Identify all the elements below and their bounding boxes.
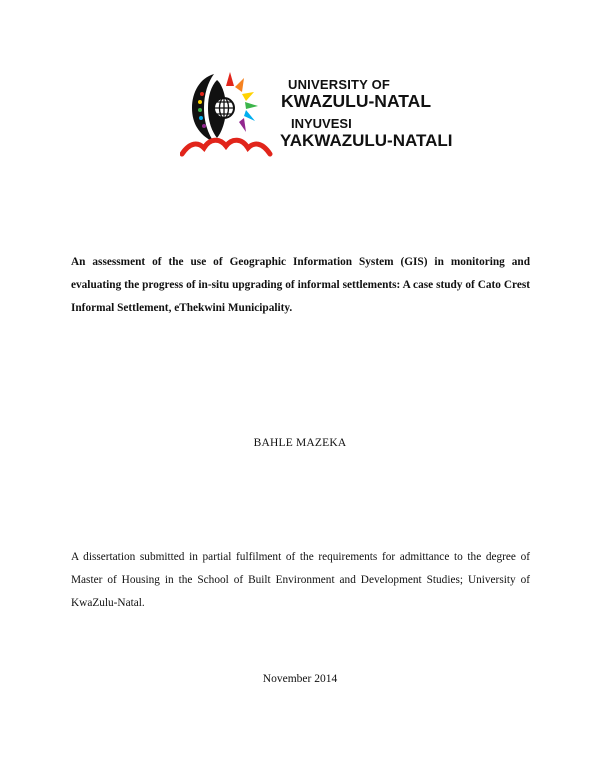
logo-line-yakwazulu-natali: YAKWAZULU-NATALI: [280, 130, 453, 150]
university-logo: [180, 68, 453, 160]
submission-statement: A dissertation submitted in partial fulfilment of the requirements for admittance to the degree of Master of Housing in the School of Built Environment and Development Studies; University of KwaZulu-Natal.: [71, 551, 530, 609]
logo-line-inyuvesi: INYUVESI: [291, 115, 352, 131]
logo-wordmark: [280, 77, 453, 150]
logo-line-university-of: UNIVERSITY OF: [288, 77, 391, 92]
author-name: BAHLE MAZEKA: [253, 437, 347, 449]
dissertation-title: An assessment of the use of Geographic Information System (GIS) in monitoring and evaluating the progress of in-situ upgrading of informal settlements: A case study of Cato Crest Informal Settlement, eThekwini Municipality.: [71, 256, 530, 314]
submission-date: November 2014: [262, 673, 338, 685]
university-crest-icon: [180, 68, 275, 160]
logo-line-kwazulu-natal: KWAZULU-NATAL: [281, 91, 432, 111]
